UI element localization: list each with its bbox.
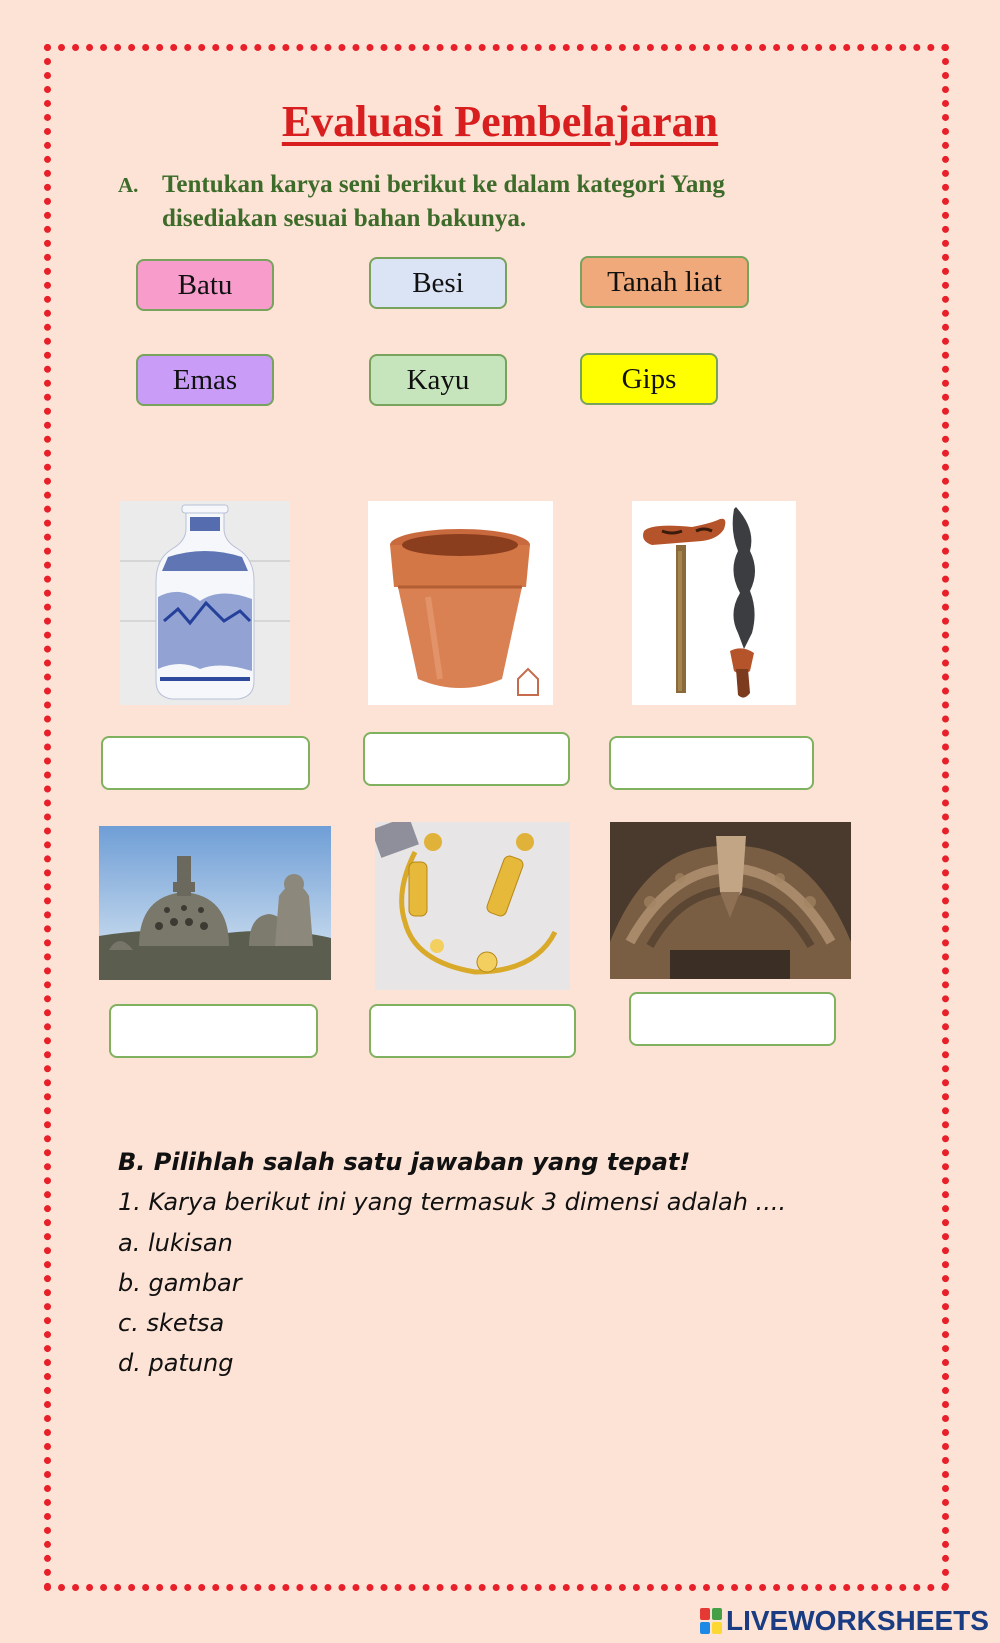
category-chip-emas[interactable]: Emas xyxy=(136,354,274,406)
option-c[interactable]: c. sketsa xyxy=(118,1309,225,1337)
category-chip-batu[interactable]: Batu xyxy=(136,259,274,311)
section-a-instruction xyxy=(118,168,818,236)
answer-input-6[interactable] xyxy=(629,992,836,1046)
keris-dagger-image xyxy=(632,501,796,705)
answer-input-1[interactable] xyxy=(101,736,310,790)
porcelain-vase-image xyxy=(120,501,290,705)
liveworksheets-logo-icon xyxy=(700,1608,722,1634)
answer-input-4[interactable] xyxy=(109,1004,318,1058)
category-chip-besi[interactable]: Besi xyxy=(369,257,507,309)
category-chip-gips[interactable]: Gips xyxy=(580,353,718,405)
borobudur-stupa-image xyxy=(99,826,331,980)
category-chip-kayu[interactable]: Kayu xyxy=(369,354,507,406)
section-a-text: Tentukan karya seni berikut ke dalam kategori Yang disediakan sesuai bahan bakunya. xyxy=(162,171,725,232)
option-a[interactable]: a. lukisan xyxy=(118,1229,233,1257)
footer-brand: LIVEWORKSHEETS xyxy=(726,1605,989,1636)
option-b[interactable]: b. gambar xyxy=(118,1269,242,1297)
answer-input-2[interactable] xyxy=(363,732,570,786)
gold-bracelet-image xyxy=(375,822,570,990)
category-chip-tanah-liat[interactable]: Tanah liat xyxy=(580,256,749,308)
answer-input-5[interactable] xyxy=(369,1004,576,1058)
answer-input-3[interactable] xyxy=(609,736,814,790)
section-b-heading: B. Pilihlah salah satu jawaban yang tepat! xyxy=(118,1148,691,1176)
section-a-number: A. xyxy=(118,173,139,197)
question-1: 1. Karya berikut ini yang termasuk 3 dimensi adalah .... xyxy=(118,1188,787,1216)
wood-carving-image xyxy=(610,822,851,979)
liveworksheets-footer xyxy=(700,1605,989,1637)
option-d[interactable]: d. patung xyxy=(118,1349,234,1377)
page-title: Evaluasi Pembelajaran xyxy=(281,97,719,146)
clay-pot-image xyxy=(368,501,553,705)
